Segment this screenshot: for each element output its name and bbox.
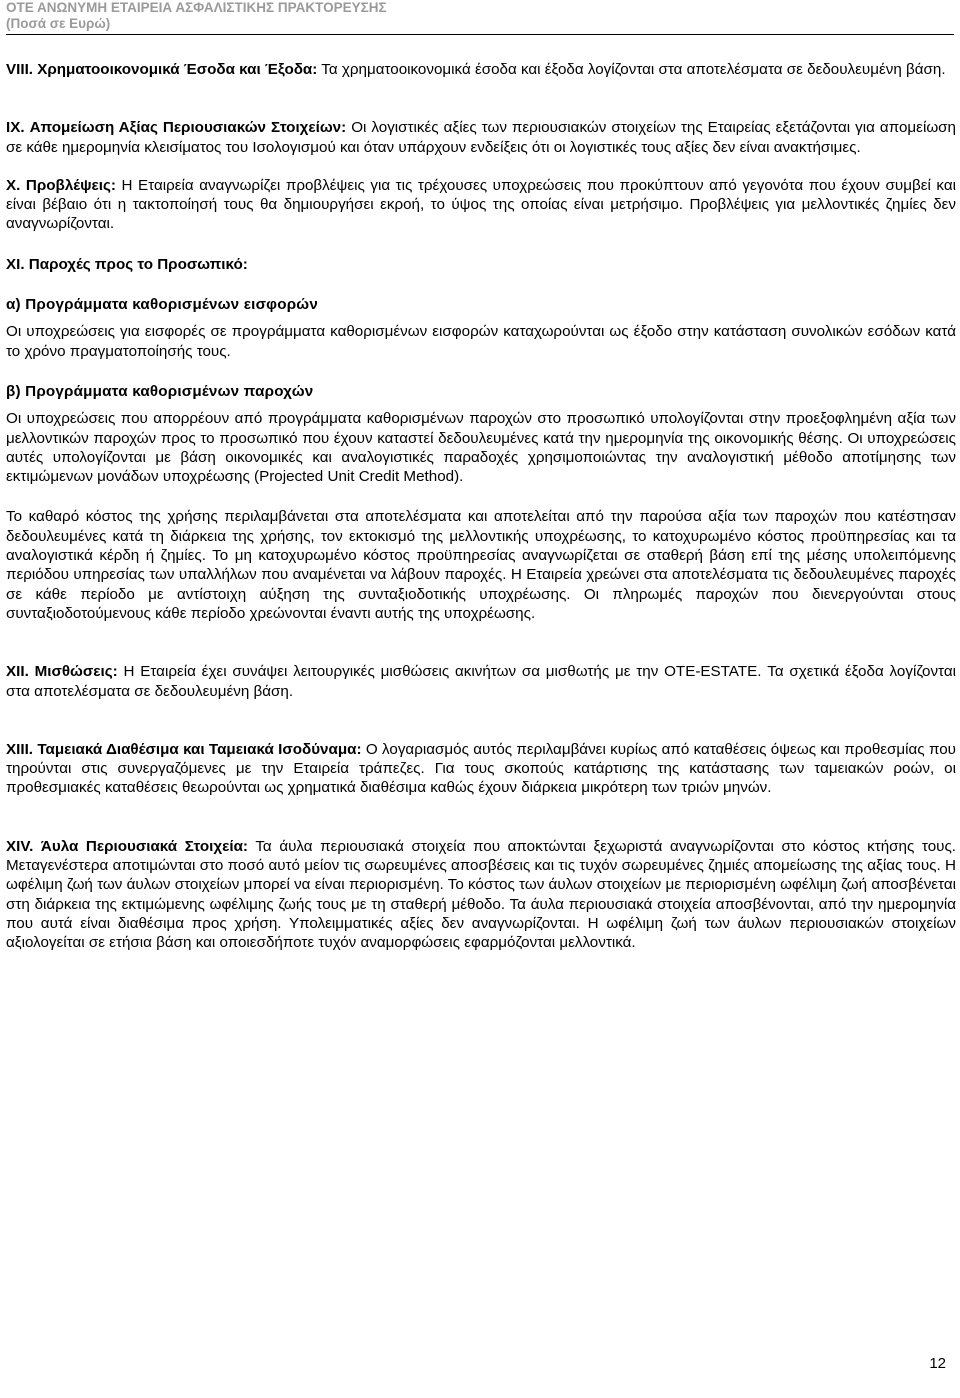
- company-name: ΟΤΕ ΑΝΩΝΥΜΗ ΕΤΑΙΡΕΙΑ ΑΣΦΑΛΙΣΤΙΚΗΣ ΠΡΑΚΤΟΡΕΥΣΗΣ: [6, 0, 387, 15]
- section-x: [6, 176, 956, 234]
- section-x-text: Η Εταιρεία αναγνωρίζει προβλέψεις για τις τρέχουσες υποχρεώσεις που προκύπτουν από γεγονότα που έχουν συμβεί και είναι βέβαιο ότι η τακτοποίησή τους θα δημιουργήσει εκροή, το ύψος της οποίας είναι μετρήσιμο. Προβλέψεις για μελλοντικές ζημίες δεν αναγνωρίζονται.: [6, 176, 956, 233]
- section-xiv-title: XIV. Άυλα Περιουσιακά Στοιχεία:: [6, 837, 248, 855]
- section-xi-title: XI. Παροχές προς το Προσωπικό:: [6, 255, 248, 273]
- section-xii-text: Η Εταιρεία έχει συνάψει λειτουργικές μισθώσεις ακινήτων σα μισθωτής με την ΟΤΕ-ESTATE. Τα σχετικά έξοδα λογίζονται στα αποτελέσματα σε δεδουλευμένη βάση.: [6, 663, 956, 700]
- section-xi-b-text1: Οι υποχρεώσεις που απορρέουν από προγράμματα καθορισμένων παροχών στο προσωπικό υπολογίζονται στην προεξοφλημένη αξία των μελλοντικών παροχών προς το προσωπικό που έχουν καταστεί δεδουλευμένες κατά την ημερομηνία της οικονομικής θέσης. Οι υποχρεώσεις αυτές υπολογίζονται με βάση οικονομικές και αναλογιστικές παραδοχές χρησιμοποιώντας την αναλογιστική μέθοδο αποτίμησης των εκτιμώμενων μονάδων υποχρέωσης (Projected Unit Credit Method).: [6, 410, 956, 486]
- section-ix: [6, 118, 956, 157]
- section-xi-a-text: Οι υποχρεώσεις για εισφορές σε προγράμματα καθορισμένων εισφορών καταχωρούνται ως έξοδο στην κατάσταση συνολικών εσόδων κατά το χρόνο πραγματοποίησής τους.: [6, 323, 956, 360]
- section-xi-b-title: β) Προγράμματα καθορισμένων παροχών: [6, 382, 314, 400]
- section-xii-title: XII. Μισθώσεις:: [6, 663, 118, 681]
- page-header: [6, 0, 506, 32]
- section-viii-text: Τα χρηματοοικονομικά έσοδα και έξοδα λογίζονται στα αποτελέσματα σε δεδουλευμένη βάση.: [317, 61, 946, 78]
- section-xii: [6, 662, 956, 701]
- section-xiv: [6, 837, 956, 953]
- section-x-title: X. Προβλέψεις:: [6, 176, 116, 194]
- section-xiii-title: XIII. Ταμειακά Διαθέσιμα και Ταμειακά Ισοδύναμα:: [6, 740, 362, 758]
- section-xi-b-text2: Το καθαρό κόστος της χρήσης περιλαμβάνεται στα αποτελέσματα και αποτελείται από την παρούσα αξία των παροχών που κατέστησαν δεδουλευμένες κατά τη διάρκεια της χρήσης, τον εκτοκισμό της μελλοντικής υποχρέωσης, το κατοχυρωμένο κόστος προϋπηρεσίας και τα αναλογιστικά κέρδη ή ζημίες. Το μη κατοχυρωμένο κόστος προϋπηρεσίας αναγνωρίζεται σε σταθερή βάση επί της μέσης υπολειπόμενης περιόδου υπηρεσίας των υπαλλήλων που αναμένεται να λάβουν παροχές. Η Εταιρεία χρεώνει στα αποτελέσματα τις δεδουλευμένες παροχές σε κάθε περίοδο με αντίστοιχη αύξηση της συνταξιοδοτικής υποχρέωσης. Οι πληρωμές παροχών που διενεργούνται στους συνταξιοδοτούμενους κάθε περίοδο χρεώνονται έναντι αυτής της υποχρέωσης.: [6, 508, 956, 622]
- currency-note: (Ποσά σε Ευρώ): [6, 16, 111, 31]
- section-viii: [6, 60, 956, 79]
- section-xiii-text: Ο λογαριασμός αυτός περιλαμβάνει κυρίως από καταθέσεις όψεως και προθεσμίας που τηρούνται στις συνεργαζόμενες με την Εταιρεία τράπεζες. Για τους σκοπούς κατάρτισης της κατάστασης των ταμειακών ροών, οι προθεσμιακές καταθέσεις θεωρούνται ως χρηματικά διαθέσιμα καθώς έχουν διάρκεια μικρότερη των τριών μηνών.: [6, 740, 956, 797]
- section-xiii: [6, 740, 956, 798]
- section-xi-a-title: α) Προγράμματα καθορισμένων εισφορών: [6, 296, 318, 314]
- section-ix-title: IX. Απομείωση Αξίας Περιουσιακών Στοιχείων:: [6, 119, 347, 137]
- header-rule: [6, 34, 954, 35]
- section-viii-title: VIII. Χρηματοοικονομικά Έσοδα και Έξοδα:: [6, 61, 318, 78]
- page-number: 12: [929, 1355, 946, 1372]
- section-ix-text: Οι λογιστικές αξίες των περιουσιακών στοιχείων της Εταιρείας εξετάζονται για απομείωση σε κάθε ημερομηνία κλεισίματος του Ισολογισμού και όταν υπάρχουν ενδείξεις ότι οι λογιστικές τους αξίες δεν είναι ανακτήσιμες.: [6, 119, 957, 156]
- document-body: [6, 60, 956, 953]
- section-xiv-text: Τα άυλα περιουσιακά στοιχεία που αποκτώνται ξεχωριστά αναγνωρίζονται στο κόστος κτήσης τους. Μεταγενέστερα αποτιμώνται στο ποσό αυτό μείον τις σωρευμένες αποσβέσεις και τις τυχόν σωρευμένες ζημιές απομείωσης της αξίας τους. Η ωφέλιμη ζωή των άυλων στοιχείων μπορεί να είναι περιορισμένη. Το κόστος των άυλων στοιχείων με περιορισμένη ωφέλιμη ζωή αποσβένεται στη διάρκεια της εκτιμώμενης ωφέλιμης ζωής τους με τη σταθερή μέθοδο. Τα άυλα περιουσιακά στοιχεία αποσβένονται, από την ημερομηνία που αυτά είναι διαθέσιμα προς χρήση. Υπολειμματικές αξίες δεν αναγνωρίζονται. Η ωφέλιμη ζωή των άυλων περιουσιακών στοιχείων αξιολογείται σε ετήσια βάση και οποιεσδήποτε τυχόν αναμορφώσεις εφαρμόζονται μελλοντικά.: [6, 837, 957, 952]
